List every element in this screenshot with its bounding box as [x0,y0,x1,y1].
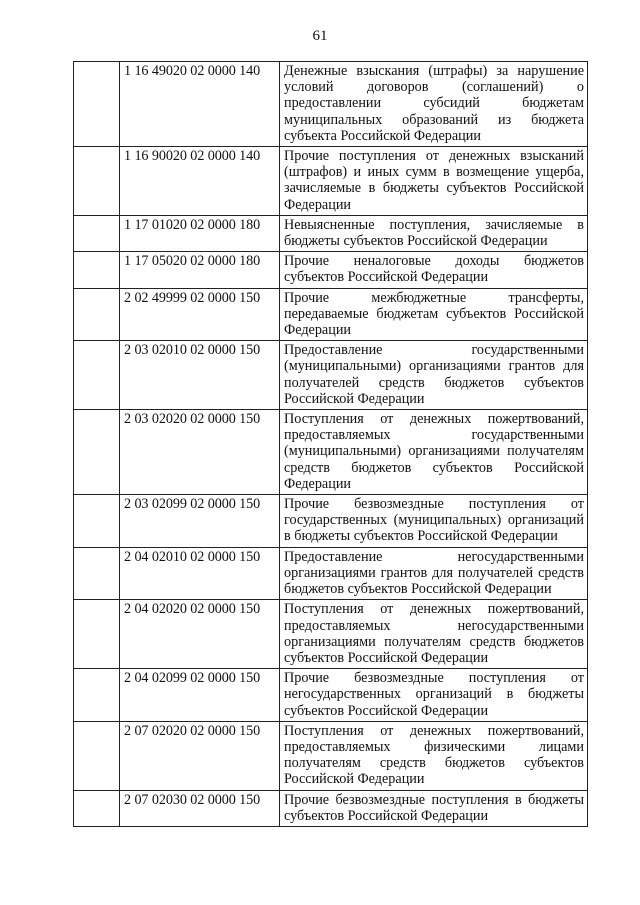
name-cell: Прочие межбюджетные трансферты, передаваемые бюджетам субъектов Российской Федерации [280,288,588,341]
table-row [74,410,588,495]
name-cell: Поступления от денежных пожертвований, предоставляемых государственными (муниципальными) организациями получателям средств бюджетов субъектов Российской Федерации [280,410,588,495]
blank-cell [74,252,120,288]
table-row [74,62,588,147]
table-row [74,495,588,548]
table-row [74,669,588,722]
name-cell: Прочие поступления от денежных взысканий (штрафов) и иных сумм в возмещение ущерба, зачисляемые в бюджеты субъектов Российской Федерации [280,147,588,216]
code-cell: 1 16 49020 02 0000 140 [120,62,280,147]
name-cell: Прочие безвозмездные поступления от негосударственных организаций в бюджеты субъектов Российской Федерации [280,669,588,722]
code-cell: 2 03 02020 02 0000 150 [120,410,280,495]
name-cell: Денежные взыскания (штрафы) за нарушение условий договоров (соглашений) о предоставлении субсидий бюджетам муниципальных образований из бюджета субъекта Российской Федерации [280,62,588,147]
code-cell: 2 03 02099 02 0000 150 [120,495,280,548]
blank-cell [74,495,120,548]
name-cell: Поступления от денежных пожертвований, предоставляемых физическими лицами получателям средств бюджетов субъектов Российской Федерации [280,721,588,790]
name-cell: Поступления от денежных пожертвований, предоставляемых негосударственными организациями получателям средств бюджетов субъектов Российской Федерации [280,600,588,669]
blank-cell [74,790,120,826]
code-cell: 1 17 05020 02 0000 180 [120,252,280,288]
blank-cell [74,721,120,790]
code-cell: 2 02 49999 02 0000 150 [120,288,280,341]
name-cell: Прочие безвозмездные поступления в бюджеты субъектов Российской Федерации [280,790,588,826]
blank-cell [74,341,120,410]
blank-cell [74,410,120,495]
code-cell: 2 04 02010 02 0000 150 [120,547,280,600]
blank-cell [74,669,120,722]
blank-cell [74,547,120,600]
table-row [74,288,588,341]
page-number: 61 [312,28,328,44]
name-cell: Невыясненные поступления, зачисляемые в бюджеты субъектов Российской Федерации [280,215,588,251]
name-cell: Прочие безвозмездные поступления от государственных (муниципальных) организаций в бюджеты субъектов Российской Федерации [280,495,588,548]
revenue-codes-table [73,61,588,827]
code-cell: 2 04 02099 02 0000 150 [120,669,280,722]
blank-cell [74,288,120,341]
table-row [74,147,588,216]
name-cell: Предоставление государственными (муниципальными) организациями грантов для получателей средств бюджетов субъектов Российской Федерации [280,341,588,410]
table-row [74,547,588,600]
blank-cell [74,147,120,216]
blank-cell [74,62,120,147]
code-cell: 2 04 02020 02 0000 150 [120,600,280,669]
table-row [74,341,588,410]
table-row [74,790,588,826]
table-row [74,252,588,288]
name-cell: Предоставление негосударственными организациями грантов для получателей средств бюджетов субъектов Российской Федерации [280,547,588,600]
code-cell: 2 03 02010 02 0000 150 [120,341,280,410]
blank-cell [74,215,120,251]
blank-cell [74,600,120,669]
table-row [74,721,588,790]
table-row [74,215,588,251]
code-cell: 2 07 02020 02 0000 150 [120,721,280,790]
code-cell: 2 07 02030 02 0000 150 [120,790,280,826]
code-cell: 1 16 90020 02 0000 140 [120,147,280,216]
table-row [74,600,588,669]
code-cell: 1 17 01020 02 0000 180 [120,215,280,251]
name-cell: Прочие неналоговые доходы бюджетов субъектов Российской Федерации [280,252,588,288]
